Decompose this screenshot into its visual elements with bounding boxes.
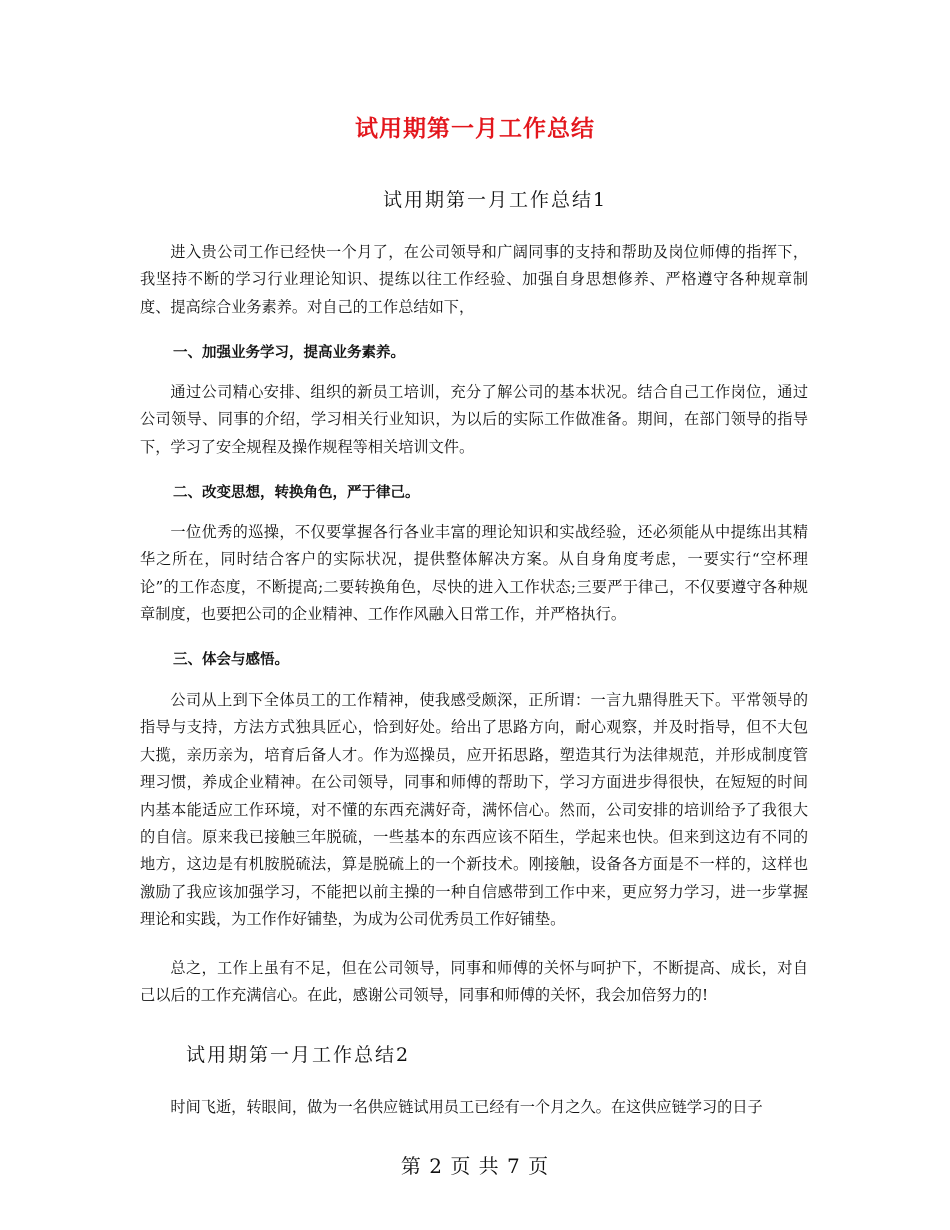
section-1-body-1-paragraph: 通过公司精心安排、组织的新员工培训，充分了解公司的基本状况。结合自己工作岗位，通过公司领导、同事的介绍，学习相关行业知识，为以后的实际工作做准备。期间，在部门领导的指导下，学习了安全规程及操作规程等相关培训文件。 — [140, 383, 808, 456]
section-1-intro-paragraph: 进入贵公司工作已经快一个月了，在公司领导和广阔同事的支持和帮助及岗位师傅的指挥下，我坚持不断的学习行业理论知识、提练以往工作经验、加强自身思想修养、严格遵守各种规章制度、提高综合业务素养。对自己的工作总结如下， — [140, 243, 808, 316]
document-title: 试用期第一月工作总结 — [355, 116, 595, 142]
section-1-conclusion-paragraph: 总之，工作上虽有不足，但在公司领导，同事和师傅的关怀与呵护下，不断提高、成长，对自己以后的工作充满信心。在此，感谢公司领导，同事和师傅的关怀，我会加倍努力的! — [140, 959, 808, 1005]
section-1-body-2-paragraph: 一位优秀的巡操，不仅要掌握各行各业丰富的理论知识和实战经验，还必须能从中提练出其精华之所在，同时结合客户的实际状况，提供整体解决方案。从自身角度考虑，一要实行“空杯理论”的工作态度，不断提高;二要转换角色，尽快的进入工作状态;三要严于律己，不仅要遵守各种规章制度，也要把公司的企业精神、工作作风融入日常工作，并严格执行。 — [140, 523, 808, 624]
section-1-body-3-paragraph: 公司从上到下全体员工的工作精神，使我感受颇深，正所谓：一言九鼎得胜天下。平常领导的指导与支持，方法方式独具匠心，恰到好处。给出了思路方向，耐心观察，并及时指导，但不大包大揽，亲历亲为，培育后备人才。作为巡操员，应开拓思路，塑造其行为法律规范，并形成制度管理习惯，养成企业精神。在公司领导，同事和师傅的帮助下，学习方面进步得很快，在短短的时间内基本能适应工作环境，对不懂的东西充满好奇，满怀信心。然而，公司安排的培训给予了我很大的自信。原来我已接触三年脱硫，一些基本的东西应该不陌生，学起来也快。但来到这边有不同的地方，这边是有机胺脱硫法，算是脱硫上的一个新技术。刚接触，设备各方面是不一样的，这样也激励了我应该加强学习，不能把以前主操的一种自信感带到工作中来，更应努力学习，进一步掌握理论和实践，为工作作好铺垫，为成为公司优秀员工作好铺垫。 — [140, 691, 808, 929]
page-footer: 第 2 页 共 7 页 — [400, 1154, 550, 1178]
section-1-heading-2: 二、改变思想，转换角色，严于律己。 — [173, 485, 420, 501]
section-1-heading-1: 一、加强业务学习，提高业务素养。 — [173, 345, 405, 361]
section-2-title: 试用期第一月工作总结2 — [186, 1044, 411, 1066]
section-1-title: 试用期第一月工作总结1 — [382, 189, 608, 211]
section-2-intro-paragraph: 时间飞逝，转眼间，做为一名供应链试用员工已经有一个月之久。在这供应链学习的日子 — [170, 1098, 763, 1116]
section-1-heading-3: 三、体会与感悟。 — [173, 652, 289, 668]
